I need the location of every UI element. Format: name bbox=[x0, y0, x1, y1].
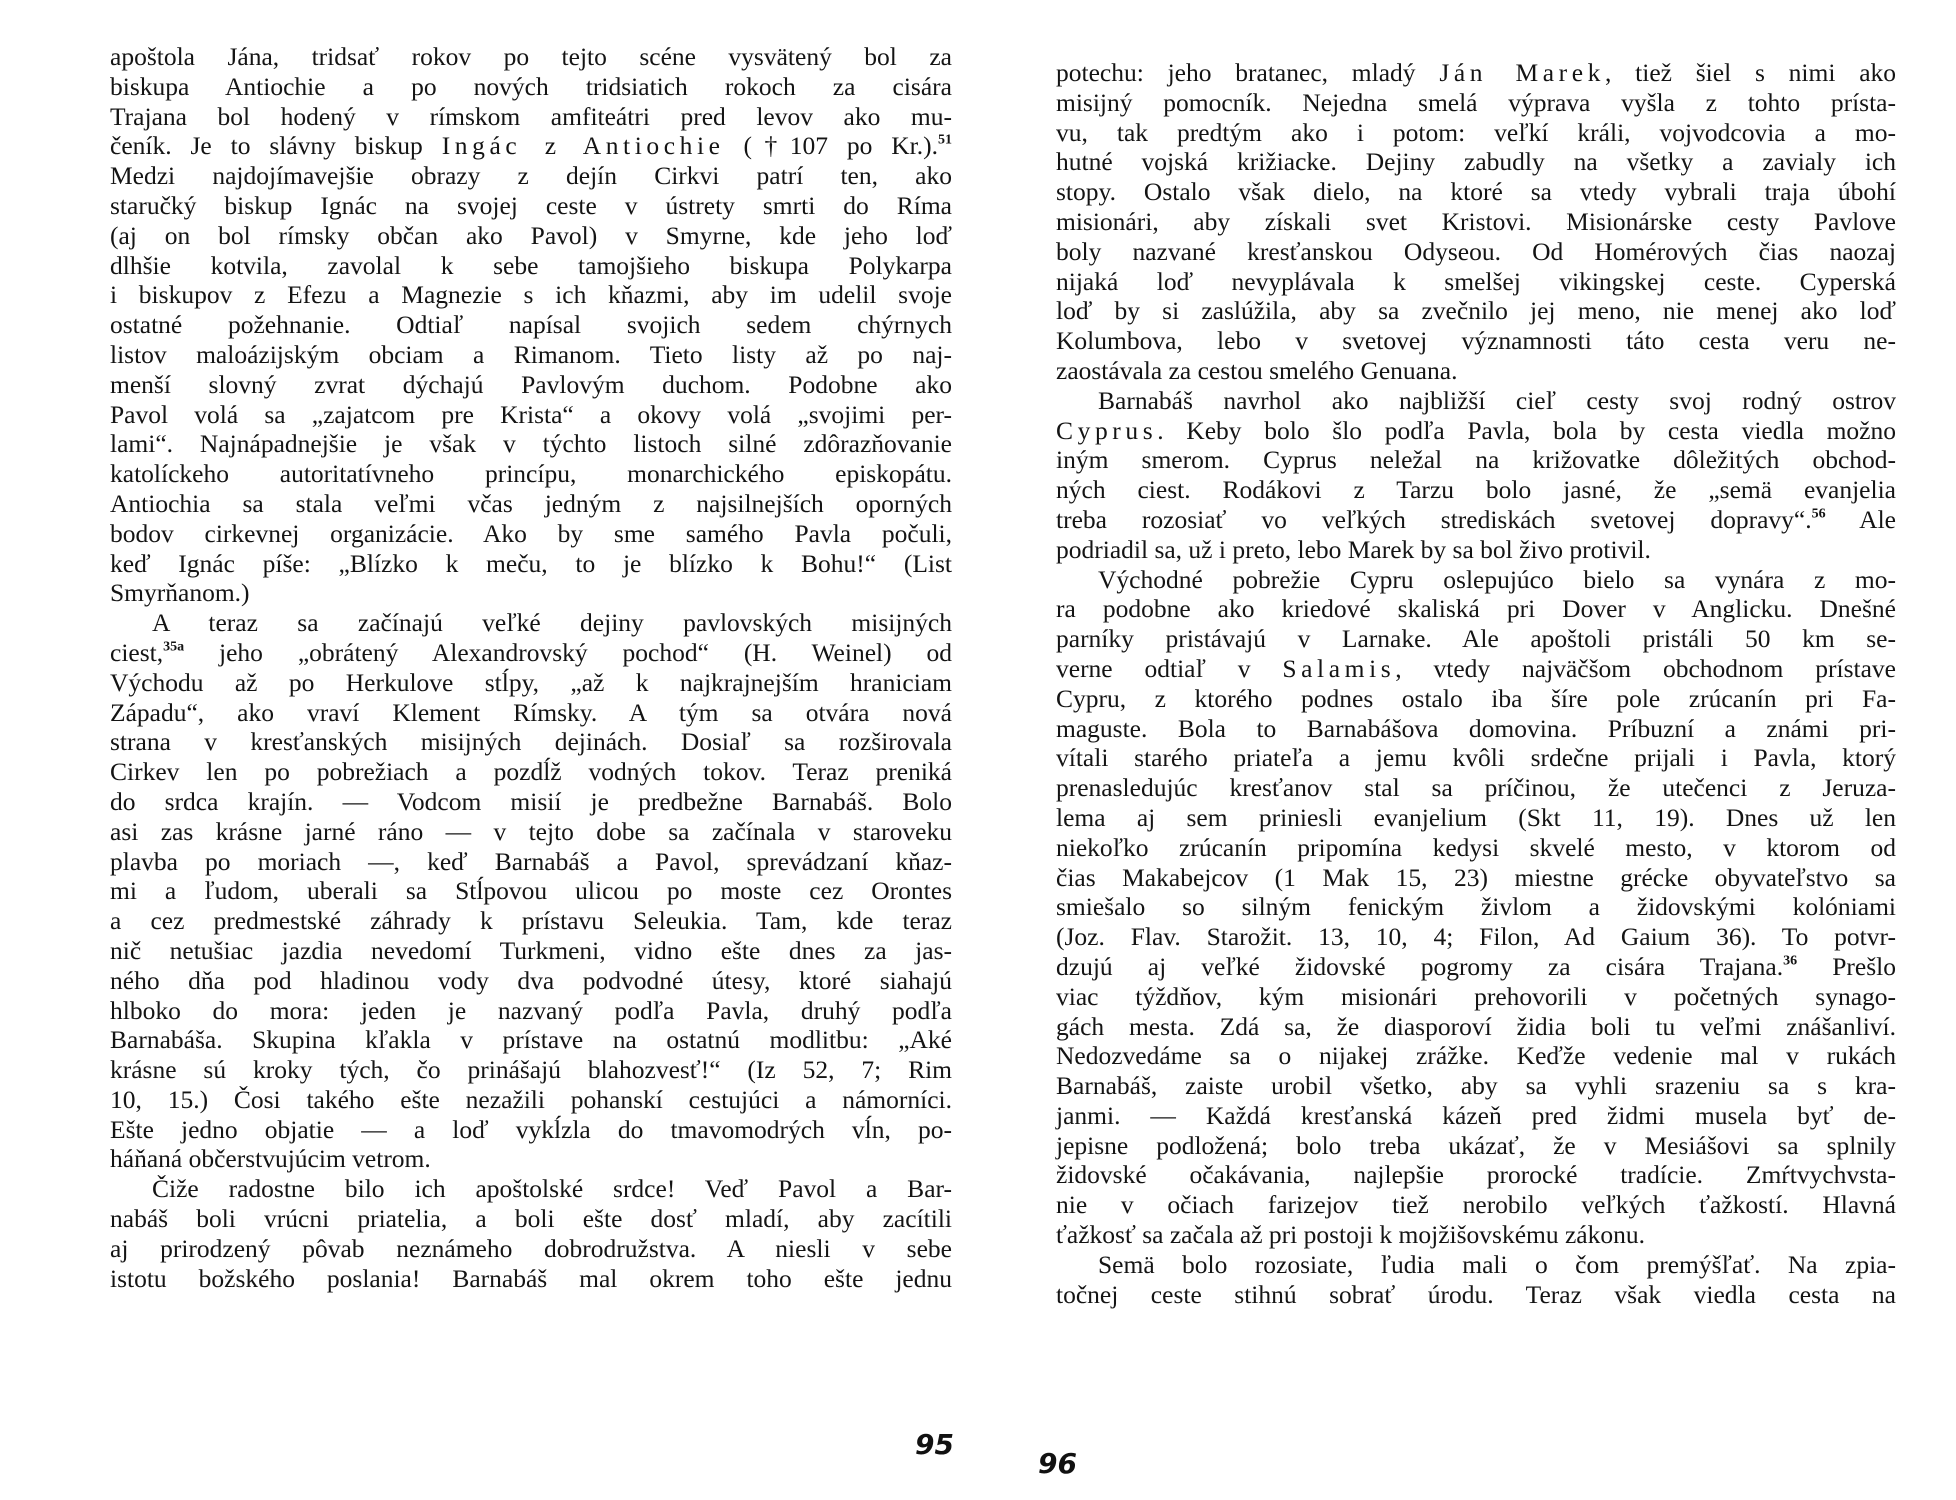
text-line bbox=[1056, 982, 1896, 1012]
line-text: stopy. Ostalo však dielo, na ktoré sa vtedy vybrali traja úbohí bbox=[1056, 177, 1896, 207]
line-text: loď by si zaslúžila, aby sa zvečnilo jej meno, nie menej ako loď bbox=[1056, 296, 1896, 326]
text-line bbox=[110, 102, 952, 132]
line-text: niekoľko zrúcanín pripomína kedysi skvelé mesto, v ktorom od bbox=[1056, 832, 1896, 862]
line-text-continued: , vtedy najväčšom obchodnom prístave bbox=[1395, 653, 1896, 683]
text-line bbox=[110, 489, 952, 519]
line-text: janmi. — Každá kresťanská kázeň pred židmi musela byť de- bbox=[1056, 1100, 1896, 1130]
text-line bbox=[1056, 654, 1896, 684]
line-text: ra podobne ako kriedové skaliská pri Dover v Anglicku. Dnešné bbox=[1056, 594, 1896, 624]
line-text: Východu až po Herkulove stĺpy, „až k najkrajnejším hraniciam bbox=[110, 667, 952, 697]
line-text: listov maloázijským obciam a Rimanom. Tieto listy až po naj- bbox=[110, 339, 952, 369]
text-line bbox=[110, 1174, 952, 1204]
line-text: židovské očakávania, najlepšie prorocké tradície. Zmŕtvychvsta- bbox=[1056, 1160, 1896, 1190]
line-text: krásne sú kroky tých, čo prinášajú blahozvesť!“ (Iz 52, 7; Rim bbox=[110, 1055, 952, 1085]
text-line bbox=[110, 936, 952, 966]
text-line bbox=[1056, 714, 1896, 744]
text-line bbox=[1056, 505, 1896, 535]
line-text: (aj on bol rímsky občan ako Pavol) v Smyrne, kde jeho loď bbox=[110, 220, 952, 250]
text-line bbox=[1056, 445, 1896, 475]
line-text: a cez predmestské záhrady k prístavu Seleukia. Tam, kde teraz bbox=[110, 906, 952, 936]
text-line bbox=[110, 727, 952, 757]
line-text: nič netušiac jazdia nevedomí Turkmeni, vidno ešte dnes za jas- bbox=[110, 935, 952, 965]
text-line bbox=[1056, 1071, 1896, 1101]
text-line bbox=[110, 1115, 952, 1145]
text-line bbox=[1056, 1160, 1896, 1190]
emphasized-name: Ján Marek bbox=[1439, 58, 1605, 87]
line-text: do srdca krajín. — Vodcom misií je predbežne Barnabáš. Bolo bbox=[110, 786, 952, 816]
text-line bbox=[1056, 1012, 1896, 1042]
text-line bbox=[1056, 267, 1896, 297]
text-line bbox=[1056, 922, 1896, 952]
line-text: viac týždňov, kým misionári prehovorili v početných synago- bbox=[1056, 981, 1896, 1011]
line-text: Nedozvedáme sa o nijakej zrážke. Keďže vedenie mal v rukách bbox=[1056, 1041, 1896, 1071]
text-line bbox=[110, 698, 952, 728]
footnote-reference: 51 bbox=[938, 132, 953, 148]
line-text: hlboko do mora: jeden je nazvaný podľa Pavla, druhý podľa bbox=[110, 995, 952, 1025]
text-line bbox=[110, 42, 952, 72]
line-text: plavba po moriach —, keď Barnabáš a Pavol, sprevádzaní kňaz- bbox=[110, 846, 952, 876]
line-text: Ešte jedno objatie — a loď vykĺzla do tmavomodrých vĺn, po- bbox=[110, 1114, 952, 1144]
text-line bbox=[1056, 1131, 1896, 1161]
text-line bbox=[1056, 177, 1896, 207]
text-line bbox=[1056, 833, 1896, 863]
text-line bbox=[110, 668, 952, 698]
text-line bbox=[110, 578, 952, 608]
text-line bbox=[110, 1085, 952, 1115]
text-line bbox=[110, 459, 952, 489]
text-line bbox=[110, 608, 952, 638]
line-text-continued: , tiež šiel s nimi ako bbox=[1604, 58, 1897, 87]
line-text: zaostávala za cestou smelého Genuana. bbox=[1056, 355, 1458, 385]
text-line bbox=[1056, 1220, 1896, 1250]
line-text: (Joz. Flav. Starožit. 13, 10, 4; Filon, Ad Gaium 36). To potvr- bbox=[1056, 922, 1896, 952]
line-text: Kolumbova, lebo v svetovej významnosti táto cesta veru ne- bbox=[1056, 326, 1896, 356]
line-text: Barnabáš navrhol ako najbližší cieľ cesty svoj rodný ostrov bbox=[1098, 385, 1896, 415]
line-text: Čiže radostne bilo ich apoštolské srdce! Veď Pavol a Bar- bbox=[152, 1174, 952, 1204]
line-text: čeník. Je to slávny biskup bbox=[110, 131, 442, 161]
line-text-continued: Prešlo bbox=[1797, 951, 1896, 981]
text-line bbox=[110, 549, 952, 579]
text-line bbox=[110, 876, 952, 906]
line-text: vu, tak predtým ako i potom: veľkí králi, vojvodcovia a mo- bbox=[1056, 117, 1896, 147]
line-text: menší slovný zvrat dýchajú Pavlovým duchom. Podobne ako bbox=[110, 369, 952, 399]
line-text: 10, 15.) Čosi takého ešte nezažili pohanskí cestujúci a námorníci. bbox=[110, 1084, 952, 1114]
line-text: nijaká loď nevyplávala k smelšej vikingskej ceste. Cyperská bbox=[1056, 266, 1896, 296]
left-page-text bbox=[110, 42, 952, 1293]
text-line bbox=[1056, 88, 1896, 118]
line-text: apoštola Jána, tridsať rokov po tejto scéne vysvätený bol za bbox=[110, 42, 952, 71]
line-text: Barnabáš, zaiste urobil všetko, aby sa vyhli srazeniu sa s kra- bbox=[1056, 1071, 1896, 1101]
line-text: ostatné požehnanie. Odtiaľ napísal svojich sedem chýrnych bbox=[110, 310, 952, 340]
text-line bbox=[110, 1264, 952, 1294]
text-line bbox=[1056, 743, 1896, 773]
line-text-continued: . Keby bolo šlo podľa Pavla, bola by cesta viedla možno bbox=[1157, 415, 1896, 445]
line-text: Západu“, ako vraví Klement Rímsky. A tým sa otvára nová bbox=[110, 697, 952, 727]
line-text: vítali starého priateľa a jemu kvôli srdečne prijali i Pavla, ktorý bbox=[1056, 743, 1896, 773]
emphasized-name: Cyprus bbox=[1056, 415, 1158, 445]
text-line bbox=[110, 370, 952, 400]
line-text: biskupa Antiochie a po nových tridsiatich rokoch za cisára bbox=[110, 71, 952, 101]
line-text: lami“. Najnápadnejšie je však v týchto listoch silné zdôrazňovanie bbox=[110, 429, 952, 459]
text-line bbox=[1056, 58, 1896, 88]
text-line bbox=[110, 1025, 952, 1055]
line-text-continued: jeho „obrátený Alexandrovský pochod“ (H. Weinel) od bbox=[184, 637, 952, 667]
line-text: misijný pomocník. Nejedna smelá výprava vyšla z tohto prísta- bbox=[1056, 87, 1896, 117]
text-line bbox=[110, 221, 952, 251]
emphasized-name: Salamis bbox=[1282, 653, 1396, 683]
line-text: ného dňa pod hladinou vody dva podvodné útesy, ktoré siahajú bbox=[110, 965, 952, 995]
text-line bbox=[1056, 326, 1896, 356]
text-line bbox=[110, 251, 952, 281]
line-text: Východné pobrežie Cypru oslepujúco bielo sa vynára z mo- bbox=[1098, 564, 1896, 594]
line-text: hutné vojská križiacke. Dejiny zabudly na všetky a zavialy ich bbox=[1056, 147, 1896, 177]
line-text: aj prirodzený pôvab neznámeho dobrodružstva. A niesli v sebe bbox=[110, 1233, 952, 1263]
text-line bbox=[1056, 803, 1896, 833]
text-line bbox=[1056, 356, 1896, 386]
text-line bbox=[110, 787, 952, 817]
line-text: Barnabáša. Skupina kľakla v prístave na ostatnú modlitbu: „Aké bbox=[110, 1025, 952, 1055]
footnote-reference: 35a bbox=[163, 639, 185, 655]
line-text: i biskupov z Efezu a Magnezie s ich kňazmi, aby im udelil svoje bbox=[110, 280, 952, 310]
text-line bbox=[1056, 1250, 1896, 1280]
text-line bbox=[110, 906, 952, 936]
text-line bbox=[1056, 952, 1896, 982]
text-line bbox=[1056, 475, 1896, 505]
line-text: maguste. Bola to Barnabášova domovina. Príbuzní a známi pri- bbox=[1056, 713, 1896, 743]
line-text: strana v kresťanských misijných dejinách. Dosiaľ sa rozširovala bbox=[110, 727, 952, 757]
line-text: katolíckeho autoritatívneho princípu, monarchického episkopátu. bbox=[110, 459, 952, 489]
footnote-reference: 36 bbox=[1783, 953, 1798, 969]
line-text: gách mesta. Zdá sa, že diasporoví židia boli tu veľmi znášanliví. bbox=[1056, 1011, 1896, 1041]
right-page-number: 96 bbox=[1038, 1447, 1077, 1480]
text-line bbox=[110, 817, 952, 847]
line-text: bodov cirkevnej organizácie. Ako by sme samého Pavla počuli, bbox=[110, 518, 952, 548]
line-text: parníky pristávajú v Larnake. Ale apoštoli pristáli 50 km se- bbox=[1056, 624, 1896, 654]
line-text: boly nazvané kresťanskou Odyseou. Od Homérových čias naozaj bbox=[1056, 236, 1896, 266]
text-line bbox=[110, 161, 952, 191]
text-line bbox=[110, 1204, 952, 1234]
text-line bbox=[110, 72, 952, 102]
line-text: treba rozosiať vo veľkých strediskách svetovej dopravy“. bbox=[1056, 504, 1812, 534]
text-line bbox=[110, 1234, 952, 1264]
text-line bbox=[1056, 237, 1896, 267]
text-line bbox=[110, 1144, 952, 1174]
text-line bbox=[1056, 565, 1896, 595]
line-text: asi zas krásne jarné ráno — v tejto dobe sa začínala v staroveku bbox=[110, 816, 952, 846]
text-line bbox=[110, 519, 952, 549]
text-line bbox=[1056, 773, 1896, 803]
text-line bbox=[110, 847, 952, 877]
line-text: A teraz sa začínajú veľké dejiny pavlovských misijných bbox=[152, 608, 952, 638]
text-line bbox=[110, 400, 952, 430]
line-text-continued: Ale bbox=[1825, 504, 1896, 534]
line-text: Smyrňanom.) bbox=[110, 578, 250, 608]
line-text-continued: (†107 po Kr.). bbox=[724, 131, 938, 161]
text-line bbox=[110, 757, 952, 787]
line-text: staručký biskup Ignác na svojej ceste v ústrety smrti do Ríma bbox=[110, 190, 952, 220]
text-line bbox=[110, 340, 952, 370]
line-text: Pavol volá sa „zajatcom pre Krista“ a okovy volá „svojimi per- bbox=[110, 399, 952, 429]
text-line bbox=[110, 996, 952, 1026]
text-line bbox=[1056, 1101, 1896, 1131]
line-text: nabáš boli vrúcni priatelia, a boli ešte dosť mladí, aby zacítili bbox=[110, 1204, 952, 1234]
text-line bbox=[1056, 296, 1896, 326]
text-line bbox=[1056, 535, 1896, 565]
emphasized-name: Ingác z Antiochie bbox=[441, 131, 725, 161]
right-page bbox=[978, 0, 1956, 1500]
text-line bbox=[1056, 147, 1896, 177]
text-line bbox=[110, 638, 952, 668]
text-line bbox=[110, 131, 952, 161]
line-text: lema aj sem priniesli evanjelium (Skt 11, 19). Dnes už len bbox=[1056, 802, 1896, 832]
text-line bbox=[110, 429, 952, 459]
line-text: ných ciest. Rodákovi z Tarzu bolo jasné, že „semä evanjelia bbox=[1056, 475, 1896, 505]
text-line bbox=[1056, 416, 1896, 446]
footnote-reference: 56 bbox=[1811, 506, 1826, 522]
text-line bbox=[1056, 863, 1896, 893]
line-text: iným smerom. Cyprus neležal na križovatke dôležitých obchod- bbox=[1056, 445, 1896, 475]
text-line bbox=[1056, 594, 1896, 624]
line-text: Medzi najdojímavejšie obrazy z dejín Cirkvi patrí ten, ako bbox=[110, 161, 952, 191]
line-text: mi a ľudom, uberali sa Stĺpovou ulicou po moste cez Orontes bbox=[110, 876, 952, 906]
text-line bbox=[1056, 684, 1896, 714]
line-text: Trajana bol hodený v rímskom amfiteátri pred levov ako mu- bbox=[110, 101, 952, 131]
line-text: potechu: jeho bratanec, mladý bbox=[1056, 58, 1440, 87]
line-text: háňaná občerstvujúcim vetrom. bbox=[110, 1144, 431, 1174]
line-text: ciest, bbox=[110, 637, 164, 667]
line-text: dzujú aj veľké židovské pogromy za cisára Trajana. bbox=[1056, 951, 1784, 981]
text-line bbox=[1056, 624, 1896, 654]
line-text: smiešalo so silným fenickým živlom a židovskými kolóniami bbox=[1056, 892, 1896, 922]
left-page-number: 95 bbox=[915, 1428, 954, 1461]
text-line bbox=[110, 191, 952, 221]
text-line bbox=[1056, 207, 1896, 237]
line-text: verne odtiaľ v bbox=[1056, 653, 1283, 683]
line-text: keď Ignác píše: „Blízko k meču, to je blízko k Bohu!“ (List bbox=[110, 548, 952, 578]
text-line bbox=[110, 310, 952, 340]
line-text: točnej ceste stihnú sobrať úrodu. Teraz však viedla cesta na bbox=[1056, 1279, 1896, 1309]
text-line bbox=[1056, 892, 1896, 922]
line-text: istotu božského poslania! Barnabáš mal okrem toho ešte jednu bbox=[110, 1263, 952, 1293]
text-line bbox=[1056, 1190, 1896, 1220]
line-text: nie v očiach farizejov tiež nerobilo veľkých ťažkostí. Hlavná bbox=[1056, 1190, 1896, 1220]
right-page-text bbox=[1056, 58, 1896, 1309]
text-line bbox=[110, 1055, 952, 1085]
text-line bbox=[1056, 386, 1896, 416]
text-line bbox=[110, 966, 952, 996]
line-text: Cypru, z ktorého podnes ostalo iba šíre pole zrúcanín pri Fa- bbox=[1056, 683, 1896, 713]
line-text: misionári, aby získali svet Kristovi. Misionárske cesty Pavlove bbox=[1056, 206, 1896, 236]
text-line bbox=[110, 280, 952, 310]
line-text: dlhšie kotvila, zavolal k sebe tamojšieho biskupa Polykarpa bbox=[110, 250, 952, 280]
line-text: prenasledujúc kresťanov stal sa príčinou, že utečenci z Jeruza- bbox=[1056, 773, 1896, 803]
line-text: Antiochia sa stala veľmi včas jedným z najsilnejších oporných bbox=[110, 488, 952, 518]
text-line bbox=[1056, 1280, 1896, 1310]
line-text: čias Makabejcov (1 Mak 15, 23) miestne grécke obyvateľstvo sa bbox=[1056, 862, 1896, 892]
line-text: Semä bolo rozosiate, ľudia mali o čom premýšľať. Na zpia- bbox=[1098, 1249, 1896, 1279]
text-line bbox=[1056, 118, 1896, 148]
line-text: Cirkev len po pobrežiach a pozdĺž vodných tokov. Teraz preniká bbox=[110, 757, 952, 787]
line-text: podriadil sa, už i preto, lebo Marek by sa bol živo protivil. bbox=[1056, 534, 1651, 564]
text-line bbox=[1056, 1041, 1896, 1071]
line-text: ťažkosť sa začala až pri postoji k mojžišovskému zákonu. bbox=[1056, 1220, 1645, 1250]
line-text: jepisne podložená; bolo treba ukázať, že v Mesiášovi sa splnily bbox=[1056, 1130, 1896, 1160]
